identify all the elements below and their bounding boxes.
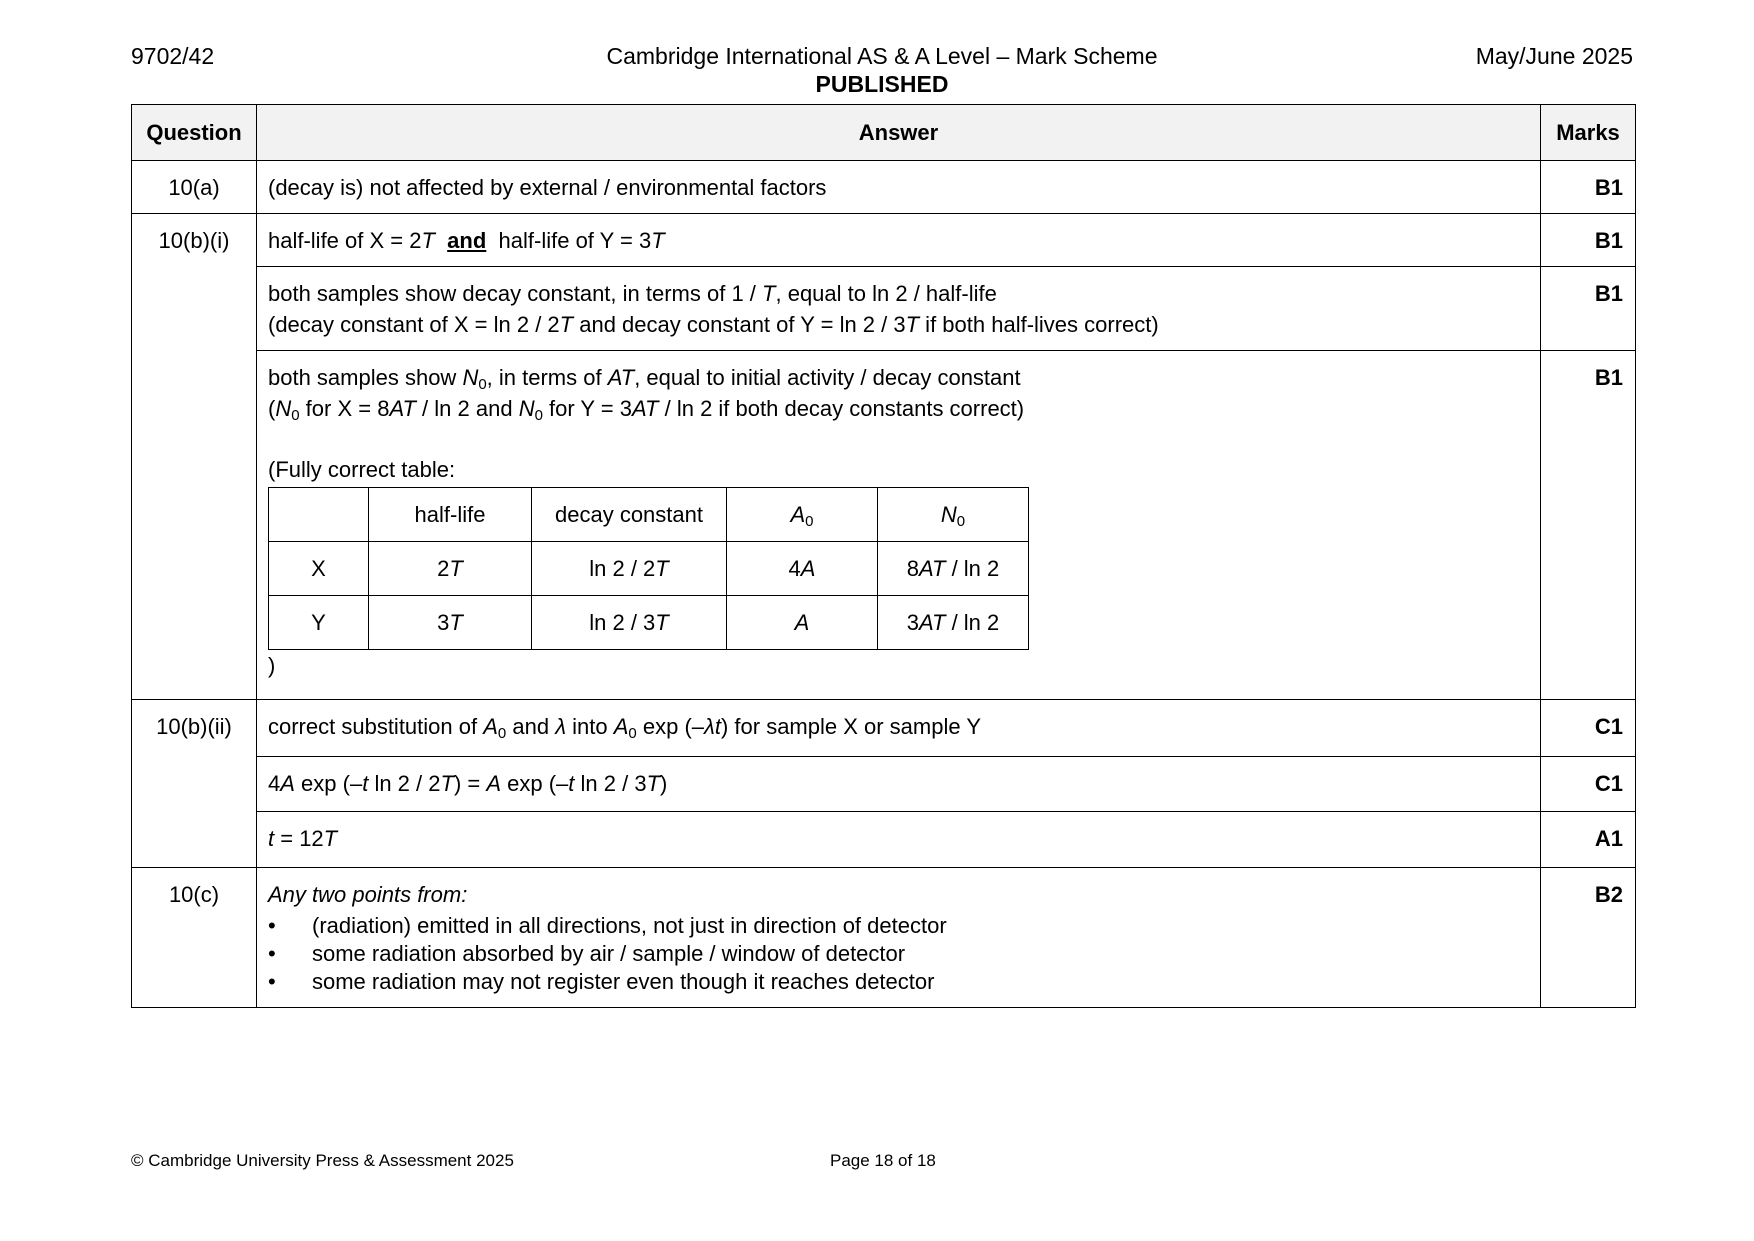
question-number: 10(a)	[132, 161, 257, 214]
answer-text: / ln 2 if both decay constants correct)	[658, 396, 1025, 421]
symbol-T: T	[449, 556, 463, 581]
mark-cell: C1	[1541, 700, 1636, 757]
symbol-T: T	[421, 228, 435, 253]
symbol-AT: AT	[607, 365, 635, 390]
answer-text: ) =	[453, 771, 487, 796]
symbol-AT: AT	[389, 396, 416, 421]
fully-correct-table-intro: (Fully correct table:	[268, 457, 456, 482]
mark-cell: B2	[1541, 868, 1636, 1008]
closing-paren: )	[268, 653, 276, 678]
value: 4	[788, 556, 801, 581]
mark-cell: C1	[1541, 757, 1636, 812]
symbol-N: N	[275, 396, 292, 421]
symbol-N: N	[462, 365, 479, 390]
list-item	[268, 940, 1529, 968]
value: 8	[906, 556, 919, 581]
symbol-AT: AT	[918, 610, 946, 635]
symbol-AT: AT	[632, 396, 659, 421]
symbol-t: t	[362, 771, 369, 796]
points-list	[268, 912, 1529, 996]
answer-text: and	[506, 714, 556, 739]
answer-cell	[257, 214, 1541, 267]
table-row	[132, 757, 1636, 812]
decay-constant-value	[532, 542, 727, 596]
summary-row-y	[269, 596, 1029, 650]
initial-nuclei-value	[878, 596, 1029, 650]
page-number: Page 18 of 18	[830, 1151, 936, 1170]
answer-text: exp (–	[636, 714, 705, 739]
answer-text: for Y = 3	[542, 396, 633, 421]
mark-cell: A1	[1541, 812, 1636, 868]
half-life-value	[369, 596, 532, 650]
subscript: 0	[291, 407, 300, 424]
answer-text: for X = 8	[299, 396, 390, 421]
answer-text: ln 2 / 2	[368, 771, 441, 796]
answer-text: 4	[268, 771, 281, 796]
answer-text: both samples show	[268, 365, 463, 390]
answer-cell	[257, 351, 1541, 700]
symbol-A: A	[483, 714, 498, 739]
value: 3	[906, 610, 919, 635]
sample-label: Y	[269, 596, 369, 650]
answer-cell	[257, 757, 1541, 812]
answer-text: , equal to ln 2 / half-life	[775, 281, 997, 306]
answer-text: correct substitution of	[268, 714, 484, 739]
list-item	[268, 912, 1529, 940]
symbol-T: T	[559, 312, 574, 337]
symbol-T: T	[655, 610, 669, 635]
list-item	[268, 968, 1529, 996]
mark-cell: B1	[1541, 214, 1636, 267]
exam-session: May/June 2025	[1475, 43, 1633, 69]
half-life-value	[369, 542, 532, 596]
answer-text: and decay constant of Y = ln 2 / 3	[573, 312, 906, 337]
initial-activity-header	[727, 488, 878, 542]
answer-text: if both half-lives correct)	[919, 312, 1159, 337]
marks-column-header: Marks	[1541, 105, 1636, 161]
decay-constant-header: decay constant	[532, 488, 727, 542]
half-life-header: half-life	[369, 488, 532, 542]
answer-cell	[257, 267, 1541, 351]
summary-table	[268, 487, 1029, 650]
symbol-T: T	[655, 556, 669, 581]
answer-text: (decay constant of X = ln 2 / 2	[268, 312, 560, 337]
table-row	[132, 214, 1636, 267]
question-number: 10(b)(ii)	[132, 700, 257, 868]
points-intro	[268, 879, 1529, 910]
answer-text: ln 2 / 3	[574, 771, 647, 796]
bullet-icon: •	[268, 941, 276, 966]
document-title: Cambridge International AS & A Level – Mark Scheme	[606, 43, 1158, 69]
point-text: some radiation may not register even though it reaches detector	[312, 969, 935, 994]
answer-cell	[257, 812, 1541, 868]
answer-text: exp (–	[294, 771, 363, 796]
symbol-T: T	[449, 610, 463, 635]
paper-code: 9702/42	[131, 43, 215, 69]
table-row	[132, 868, 1636, 1008]
question-column-header: Question	[132, 105, 257, 161]
value: ln 2 / 2	[589, 556, 656, 581]
symbol-N: N	[940, 502, 957, 527]
answer-cell	[257, 700, 1541, 757]
value: / ln 2	[945, 556, 1000, 581]
point-text: (radiation) emitted in all directions, not just in direction of detector	[312, 913, 947, 938]
answer-line	[268, 393, 1529, 424]
mark-cell: B1	[1541, 267, 1636, 351]
answer-text: half-life of X = 2	[268, 228, 422, 253]
symbol-A: A	[800, 556, 816, 581]
subscript: 0	[497, 725, 507, 742]
published-label: PUBLISHED	[815, 71, 949, 97]
answer-line	[268, 362, 1529, 393]
blank-cell	[269, 488, 369, 542]
symbol-A: A	[613, 714, 629, 739]
copyright: © Cambridge University Press & Assessment 2025	[131, 1151, 514, 1170]
mark-cell: B1	[1541, 161, 1636, 214]
subscript: 0	[534, 407, 543, 424]
decay-constant-value	[532, 596, 727, 650]
subscript: 0	[478, 376, 487, 393]
summary-header-row	[269, 488, 1029, 542]
value: / ln 2	[945, 610, 1000, 635]
table-header-row	[132, 105, 1636, 161]
bullet-icon: •	[268, 913, 276, 938]
answer-line	[268, 278, 1529, 309]
value: 2	[437, 556, 450, 581]
question-number: 10(b)(i)	[132, 214, 257, 700]
answer-cell	[257, 868, 1541, 1008]
symbol-t: t	[568, 771, 575, 796]
symbol-A: A	[794, 610, 810, 635]
symbol-T: T	[762, 281, 776, 306]
initial-activity-value	[727, 542, 878, 596]
table-row	[132, 161, 1636, 214]
answer-text: both samples show decay constant, in terms of 1 /	[268, 281, 763, 306]
symbol-AT: AT	[918, 556, 946, 581]
mark-scheme-table	[131, 104, 1636, 1008]
symbol-A: A	[486, 771, 502, 796]
intro-text: Any two points from:	[268, 882, 468, 907]
symbol-A: A	[280, 771, 295, 796]
answer-text: , in terms of	[486, 365, 608, 390]
point-text: some radiation absorbed by air / sample / window of detector	[312, 941, 906, 966]
answer-text: (	[268, 396, 276, 421]
symbol-T: T	[440, 771, 454, 796]
answer-text: )	[660, 771, 668, 796]
symbol-T: T	[323, 826, 338, 851]
answer-text: ) for sample X or sample Y	[720, 714, 981, 739]
sample-label: X	[269, 542, 369, 596]
symbol-A: A	[790, 502, 806, 527]
symbol-lambda-t: λt	[704, 714, 721, 739]
table-row	[132, 700, 1636, 757]
answer-column-header: Answer	[257, 105, 1541, 161]
answer-text: , equal to initial activity / decay constant	[634, 365, 1021, 390]
answer-text: = 12	[274, 826, 324, 851]
emphasis-and: and	[447, 228, 487, 253]
symbol-N: N	[518, 396, 535, 421]
answer-text: / ln 2 and	[415, 396, 519, 421]
answer-text: into	[566, 714, 614, 739]
answer-line	[268, 309, 1529, 340]
bullet-icon: •	[268, 969, 276, 994]
initial-nuclei-value	[878, 542, 1029, 596]
value: ln 2 / 3	[589, 610, 656, 635]
subscript: 0	[805, 513, 814, 530]
mark-cell: B1	[1541, 351, 1636, 700]
symbol-lambda: λ	[555, 714, 567, 739]
subscript: 0	[628, 725, 637, 742]
summary-row-x	[269, 542, 1029, 596]
initial-nuclei-header	[878, 488, 1029, 542]
symbol-T: T	[651, 228, 665, 253]
answer-text: exp (–	[501, 771, 569, 796]
table-row	[132, 351, 1636, 700]
question-number: 10(c)	[132, 868, 257, 1008]
symbol-T: T	[646, 771, 661, 796]
initial-activity-value	[727, 596, 878, 650]
value: 3	[437, 610, 450, 635]
answer-cell: (decay is) not affected by external / environmental factors	[257, 161, 1541, 214]
subscript: 0	[956, 513, 966, 530]
table-row	[132, 812, 1636, 868]
answer-text: half-life of Y = 3	[498, 228, 652, 253]
symbol-t: t	[268, 826, 275, 851]
symbol-T: T	[905, 312, 920, 337]
table-row	[132, 267, 1636, 351]
